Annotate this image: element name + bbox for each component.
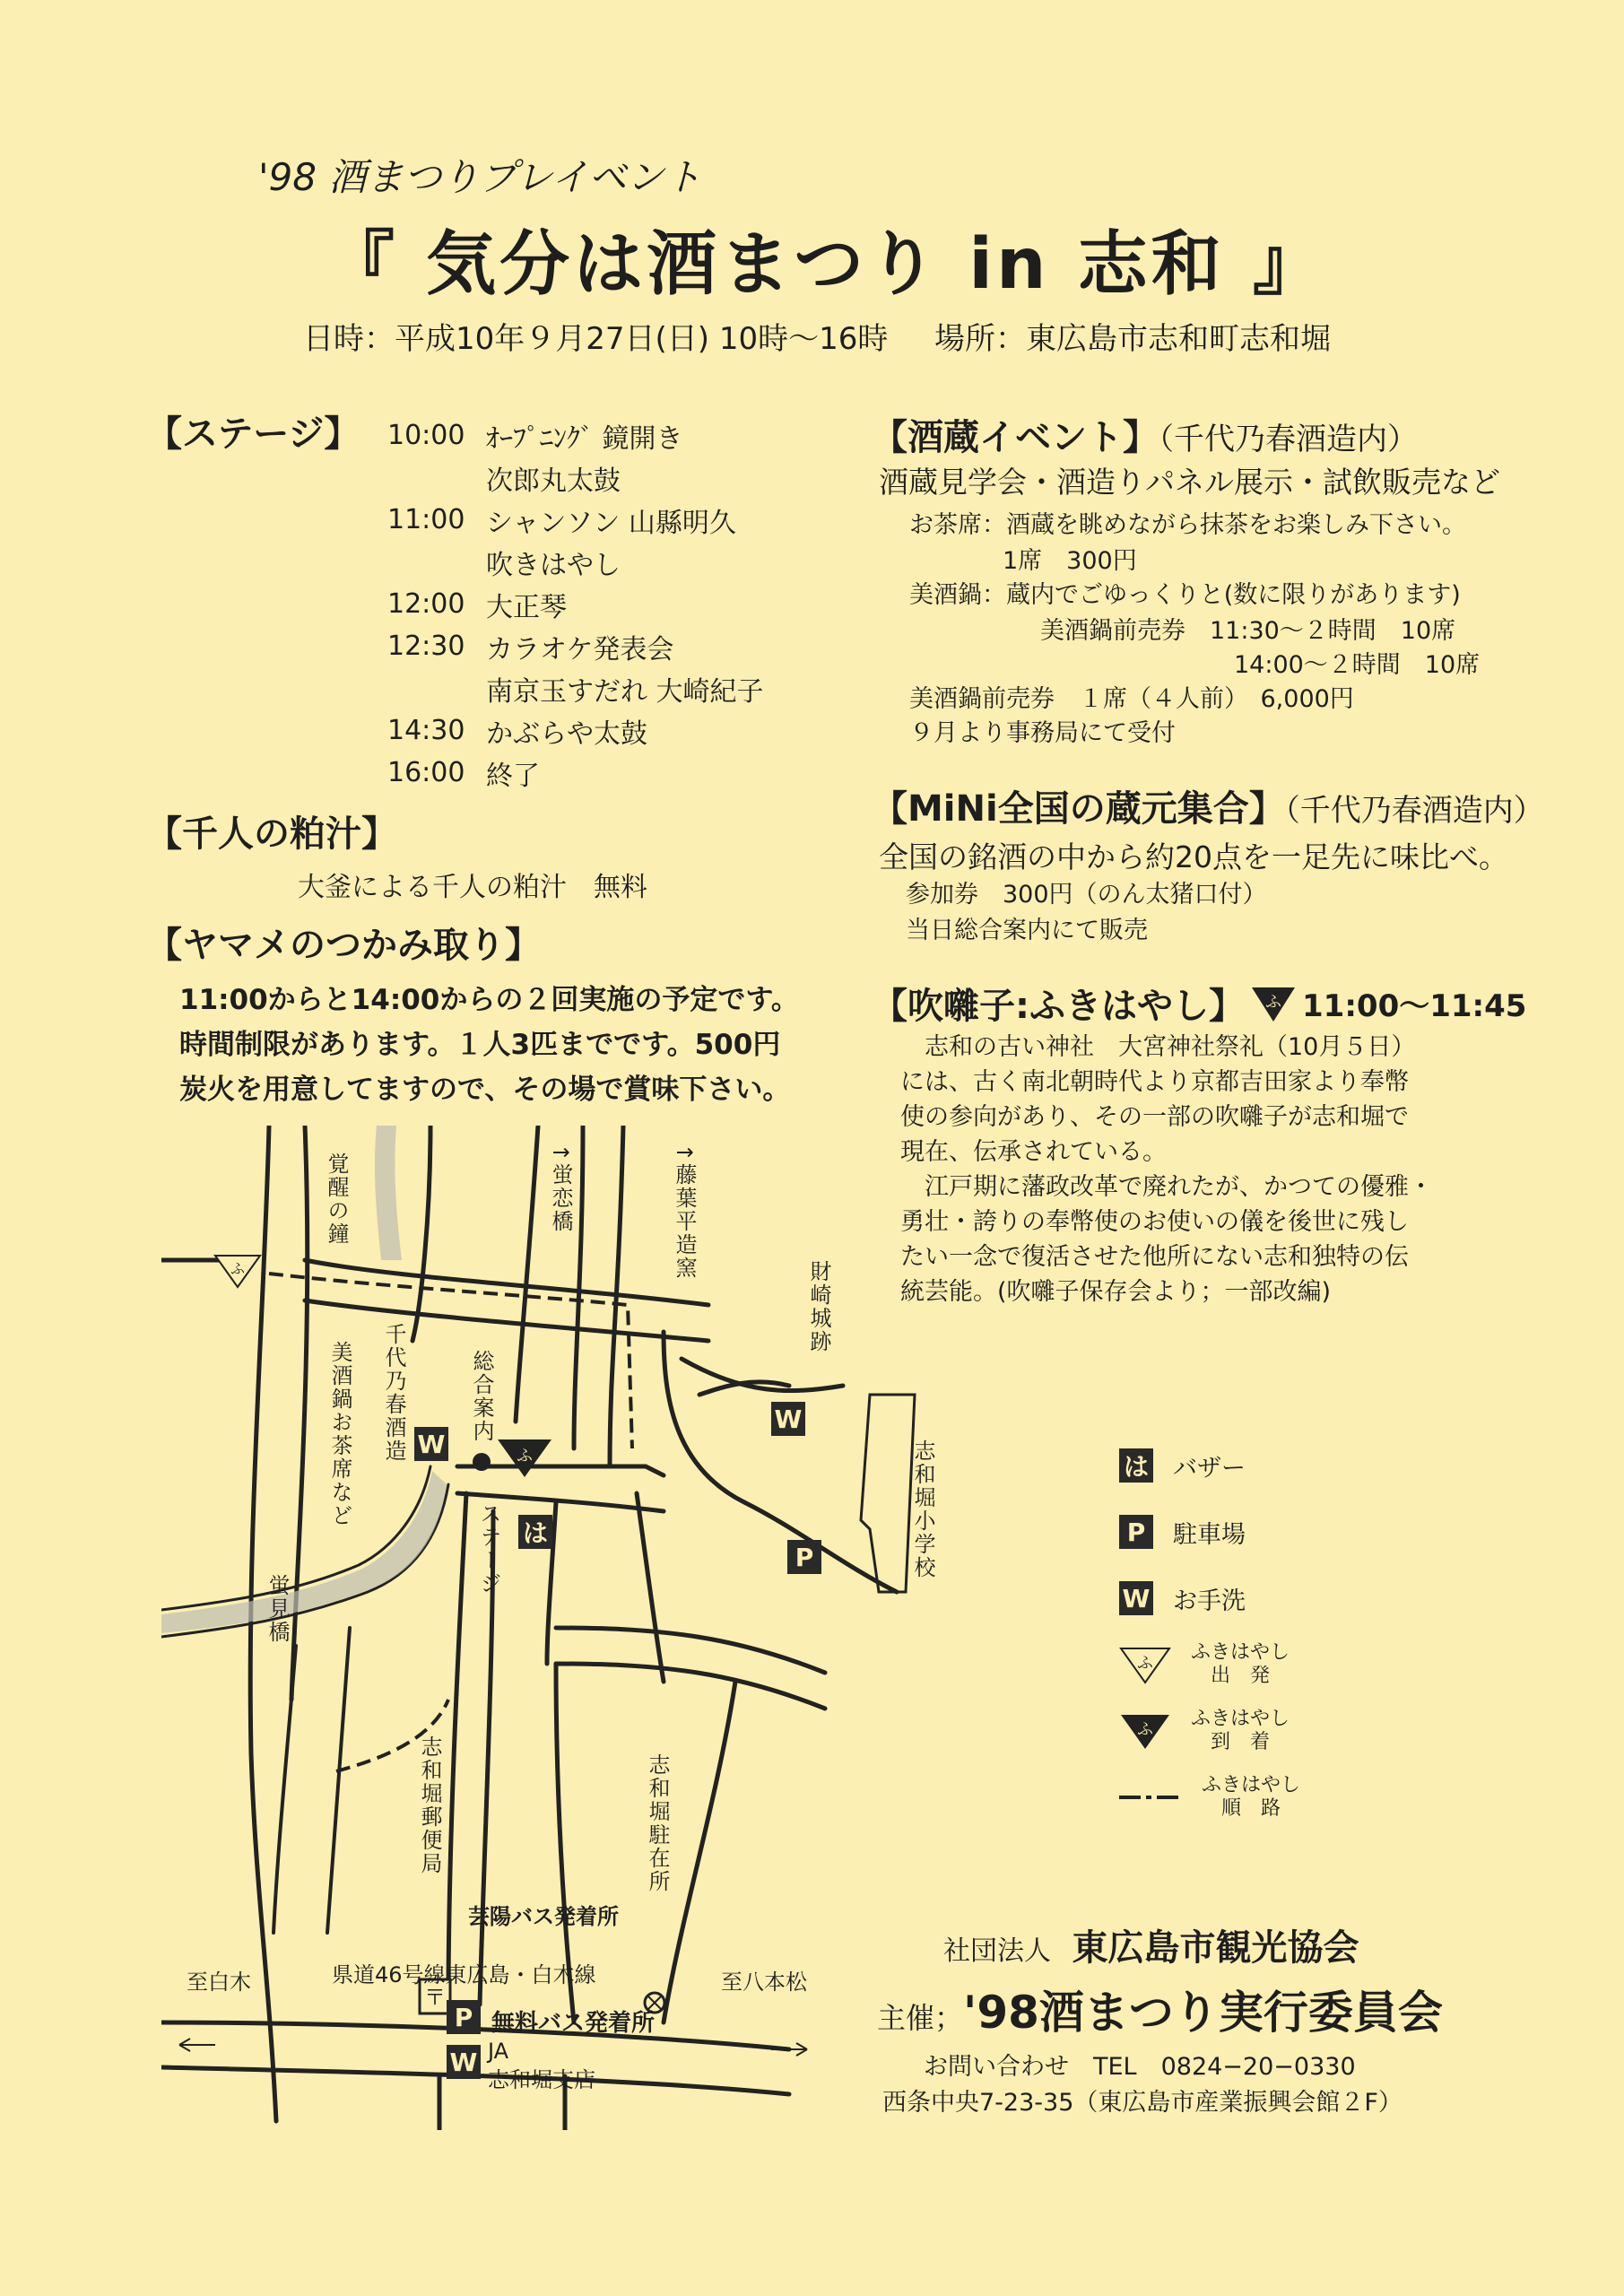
mini-heading-wrap (872, 780, 1544, 831)
kasujiru-text: 大釜による千人の粕汁 無料 (298, 872, 647, 903)
stage-program: カラオケ発表会 (486, 633, 674, 665)
fukihayashi-start-marker (215, 1256, 260, 1287)
stage-time: 10:00 (387, 420, 465, 451)
yamame-line: 時間制限があります。１人3匹までです。500円 (179, 1029, 781, 1061)
legend-label: ふきはやし 出 発 (1191, 1641, 1290, 1687)
contact-address: 西条中央7-23-35（東広島市産業振興会館２F） (882, 2089, 1403, 2117)
fukihayashi-text (900, 1030, 1433, 1309)
contact-tel: お問い合わせ TEL 0824−20−0330 (924, 2053, 1356, 2081)
stage-heading: 【ステージ】 (146, 413, 360, 455)
fukihayashi-line: には、古く南北朝時代より京都吉田家より奉幣 (900, 1068, 1409, 1096)
map-parking-marker: P (447, 2000, 481, 2034)
legend-route (1119, 1764, 1300, 1831)
sakagura-line: 美酒鍋前売券 11:30〜２時間 10席 (1040, 617, 1456, 645)
sakagura-line: 1席 300円 (1003, 547, 1137, 575)
map-label-school: 志和堀小学校 (910, 1439, 935, 1579)
mini-heading: 【MiNi全国の蔵元集合】 (872, 788, 1285, 830)
map-label-chiyono: 千代乃春酒造 (381, 1323, 406, 1463)
stage-time: 16:00 (387, 757, 465, 788)
yamame-line: 11:00からと14:00からの２回実施の予定です。 (179, 984, 799, 1016)
map-label-ja: JA (488, 2039, 509, 2064)
map-parking-marker: P (787, 1540, 821, 1574)
fukihayashi-line: 統芸能。(吹囃子保存会より；一部改編) (900, 1278, 1332, 1306)
map-label-zaisaki: 財崎城跡 (806, 1260, 831, 1353)
svg-text:ふ: ふ (517, 1447, 533, 1465)
access-map (161, 1126, 951, 2130)
parking-icon: P (1119, 1515, 1153, 1549)
stage-program: ｵｰﾌﾟﾆﾝｸﾞ 鏡開き (486, 422, 683, 455)
map-label-bishu: 美酒鍋お茶席など (327, 1341, 352, 1527)
stage-schedule (387, 414, 764, 794)
host-name: '98酒まつり実行委員会 (963, 1987, 1443, 2039)
map-wc-marker: W (771, 1402, 805, 1436)
event-subtitle: '98 酒まつりプレイベント (258, 155, 702, 199)
stage-program: 終了 (486, 760, 540, 792)
map-label-ja-branch: 志和堀支店 (488, 2067, 595, 2092)
sakagura-heading-wrap (872, 409, 1418, 460)
sakagura-heading-sub: （千代乃春酒造内） (1159, 422, 1418, 457)
stage-program: 南京玉すだれ 大崎紀子 (486, 675, 764, 708)
fukihayashi-line: 現在、伝承されている。 (900, 1138, 1167, 1166)
sakagura-line: 美酒鍋：蔵内でごゆっくりと(数に限りがあります) (909, 581, 1461, 609)
event-title: 『 気分は酒まつり in 志和 』 (325, 224, 1326, 305)
mini-heading-sub: （千代乃春酒造内） (1284, 793, 1544, 829)
stage-program: 次郎丸太鼓 (486, 465, 621, 497)
stage-program: 大正琴 (486, 591, 567, 623)
stage-time: 12:30 (387, 631, 465, 662)
map-label-hotarumi: 蛍見橋 (265, 1574, 290, 1644)
mini-line: 参加券 300円（のん太猪口付） (906, 881, 1267, 909)
sakagura-lead: 酒蔵見学会・酒造りパネル展示・試飲販売など (879, 465, 1500, 500)
map-label-shiraki: 至白木 (187, 1970, 251, 1995)
fukihayashi-line: 勇壮・誇りの奉幣使のお使いの儀を後世に残し (900, 1208, 1409, 1236)
stage-row (387, 625, 764, 667)
svg-text:〒: 〒 (424, 1985, 446, 2010)
stage-program: 吹きはやし (486, 549, 621, 581)
fukihayashi-heading-wrap (872, 978, 1526, 1029)
kasujiru-heading: 【千人の粕汁】 (146, 813, 397, 855)
map-legend (1119, 1432, 1300, 1831)
legend-label: ふきはやし 順 路 (1202, 1774, 1301, 1820)
map-label-fujiha: ↑藤葉平造窯 (672, 1144, 697, 1281)
legend-bazaar (1119, 1432, 1300, 1499)
stage-row (387, 667, 764, 709)
sakagura-heading: 【酒蔵イベント】 (872, 417, 1159, 458)
start-triangle-icon (1119, 1645, 1171, 1684)
map-label-hachihonmatsu: 至八本松 (721, 1970, 807, 1995)
yamame-line: 炭火を用意してますので、その場で賞味下さい。 (179, 1074, 791, 1106)
legend-arrive (1119, 1698, 1300, 1764)
fukihayashi-line: 志和の古い神社 大宮神社祭礼（10月５日） (900, 1033, 1416, 1061)
stage-row (387, 583, 764, 625)
mini-line: 当日総合案内にて販売 (906, 917, 1148, 944)
map-wc-marker: W (414, 1427, 448, 1461)
stage-time (387, 541, 486, 583)
legend-start (1119, 1631, 1300, 1698)
stage-row (387, 541, 764, 583)
map-label-stage: ステージ (476, 1502, 501, 1596)
organizer-line (943, 1919, 1359, 1970)
sakagura-line: ９月より事務局にて受付 (909, 719, 1176, 747)
org-name: 東広島市観光協会 (1072, 1927, 1359, 1969)
toilet-icon: W (1119, 1581, 1153, 1615)
stage-program: シャンソン 山縣明久 (486, 507, 736, 539)
sakagura-line: 美酒鍋前売券 １席（４人前） 6,000円 (909, 685, 1354, 713)
arrive-triangle-icon (1119, 1711, 1171, 1751)
map-label-free-bus: 無料バス発着所 (491, 2010, 656, 2037)
map-label-sogo: 総合案内 (469, 1350, 494, 1443)
svg-text:ふ: ふ (1137, 1720, 1153, 1739)
sakagura-line: お茶席：酒蔵を眺めながら抹茶をお楽しみ下さい。 (909, 511, 1466, 539)
svg-text:ふ: ふ (230, 1260, 246, 1277)
map-wc-marker: W (447, 2045, 481, 2079)
map-label-police: 志和堀駐在所 (645, 1753, 670, 1893)
legend-label: バザー (1173, 1454, 1246, 1483)
event-datetime: 日時：平成10年９月27日(日) 10時〜16時 (303, 321, 889, 357)
fukihayashi-arrive-icon (1250, 984, 1297, 1023)
stage-row (387, 709, 764, 752)
event-place: 場所：東広島市志和町志和堀 (934, 321, 1331, 357)
legend-label: 駐車場 (1173, 1520, 1246, 1549)
fukihayashi-time: 11:00〜11:45 (1302, 988, 1527, 1024)
stage-row (387, 414, 764, 457)
stage-time: 12:00 (387, 588, 465, 620)
mini-lead: 全国の銘酒の中から約20点を一足先に味比べ。 (879, 839, 1508, 874)
stage-time (387, 457, 486, 499)
svg-text:ふ: ふ (1137, 1654, 1153, 1673)
legend-label: お手洗 (1173, 1587, 1246, 1615)
fukihayashi-line: 江戸期に藩政改革で廃れたが、かつての優雅・ (900, 1173, 1433, 1201)
map-label-kakusei: 覚醒の鐘 (324, 1152, 349, 1246)
fukihayashi-arrive-marker (498, 1439, 551, 1477)
org-prefix: 社団法人 (943, 1935, 1051, 1967)
stage-time: 14:30 (387, 715, 465, 746)
map-bazaar-marker: は (518, 1515, 552, 1549)
stage-program: かぶらや太鼓 (486, 718, 647, 750)
map-label-hotaru-koi: ↑蛍恋橋 (548, 1144, 573, 1234)
route-dash-icon (1119, 1788, 1182, 1806)
svg-text:ふ: ふ (1265, 992, 1281, 1012)
bazaar-icon: は (1119, 1448, 1153, 1483)
stage-time (387, 667, 486, 709)
sakagura-line: 14:00〜２時間 10席 (1234, 651, 1481, 679)
yamame-heading: 【ヤマメのつかみ取り】 (146, 925, 541, 966)
yamame-text (179, 978, 799, 1112)
legend-label: ふきはやし 到 着 (1191, 1708, 1290, 1753)
stage-row (387, 752, 764, 794)
map-label-bus: 芸陽バス発着所 (468, 1904, 619, 1929)
legend-parking (1119, 1499, 1300, 1565)
stage-row (387, 457, 764, 499)
fukihayashi-line: 使の参向があり、その一部の吹囃子が志和堀で (900, 1103, 1409, 1131)
stage-time: 11:00 (387, 504, 465, 535)
host-line (877, 1977, 1443, 2041)
map-label-road: 県道46号線東広島・白木線 (332, 1962, 596, 1987)
legend-toilet (1119, 1565, 1300, 1631)
fukihayashi-heading: 【吹囃子:ふきはやし】 (872, 986, 1245, 1027)
info-dot (473, 1453, 491, 1471)
stage-row (387, 499, 764, 541)
map-label-post: 志和堀郵便局 (417, 1735, 442, 1875)
host-prefix: 主催； (877, 2001, 964, 2035)
fukihayashi-line: たい一念で復活させた他所にない志和独特の伝 (900, 1243, 1409, 1271)
